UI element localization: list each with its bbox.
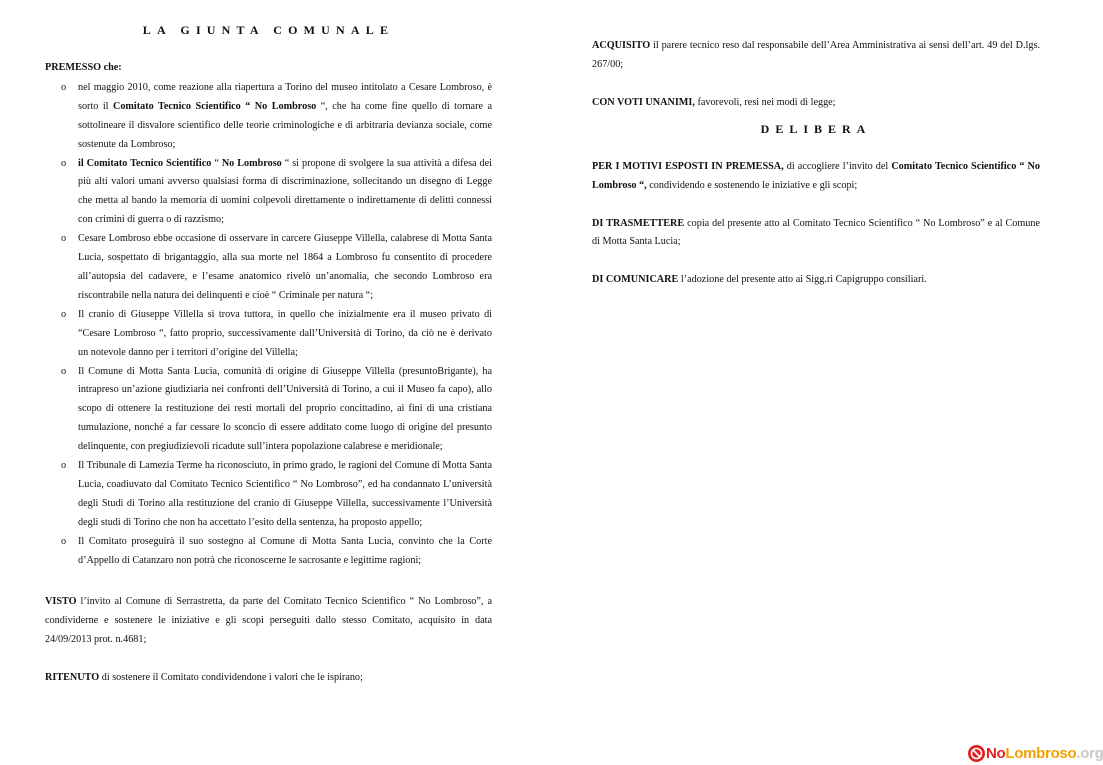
- comunicare-text: l’adozione del presente atto ai Sigg.ri Capigruppo consiliari.: [678, 274, 927, 286]
- list-bullet: o: [61, 233, 67, 245]
- premesso-item-text: nel maggio 2010, come reazione alla riapertura a Torino del museo intitolato a Cesare Lombroso, è sorto il: [78, 81, 492, 112]
- list-bullet: o: [61, 81, 67, 93]
- premesso-item-text: Comitato Tecnico Scientifico “ No Lombroso: [112, 100, 321, 112]
- premesso-list: [45, 79, 492, 571]
- per-text-2: condividendo e sostenendo le iniziative e gli scopi;: [646, 179, 858, 191]
- voti-paragraph: [592, 94, 1040, 113]
- logo-org-text: .org: [1076, 744, 1103, 762]
- premesso-item: [45, 155, 492, 231]
- premesso-item-text: Il Comune di Motta Santa Lucia, comunità di origine di Giuseppe Villella (presuntoBrigante), ha intrapreso un’azione giudiziaria nei confronti dell’Università di Torino, a cui il Museo fa capo), allo scopo di ottenere la restituzione dei resti mortali del proprio concittadino, ai fini di una cristiana tumulazione, nonché a far cessare lo sconcio di essere additato come luogo di origine del presunto delinquente, con pregiudizievoli ricadute sull’intera popolazione calabrese e meridionale;: [78, 365, 492, 453]
- per-paragraph: [592, 158, 1040, 196]
- list-bullet: o: [61, 308, 67, 320]
- voti-label: CON VOTI UNANIMI,: [592, 96, 695, 108]
- comunicare-label: DI COMUNICARE: [592, 274, 679, 286]
- acquisito-paragraph: [592, 37, 1040, 75]
- ritenuto-label: RITENUTO: [45, 672, 100, 684]
- premesso-heading: PREMESSO che:: [45, 62, 122, 73]
- document-title: LA GIUNTA COMUNALE: [142, 23, 395, 37]
- comunicare-paragraph: [592, 271, 1040, 290]
- acquisito-label: ACQUISITO: [592, 40, 651, 51]
- acquisito-text: il parere tecnico reso dal responsabile dell’Area Amministrativa ai sensi dell’art. 49 del D.lgs. 267/00;: [592, 40, 1040, 70]
- premesso-item: [45, 306, 492, 363]
- voti-text: favorevoli, resi nei modi di legge;: [694, 96, 836, 108]
- list-bullet: o: [61, 535, 67, 547]
- premesso-item: [45, 79, 492, 155]
- premesso-item-text: No Lombroso: [221, 157, 285, 169]
- premesso-item: [45, 230, 492, 306]
- visto-label: VISTO: [45, 596, 77, 608]
- list-bullet: o: [61, 460, 67, 472]
- list-bullet: o: [61, 365, 67, 377]
- premesso-item-text: “, che ha come fine quello di tornare a sottolineare il disvalore scientifico delle teorie criminologiche e di arbitraria devianza sociale, come sostenute da Lombroso;: [78, 100, 492, 150]
- visto-paragraph: [45, 593, 492, 650]
- per-label: PER I MOTIVI ESPOSTI IN PREMESSA,: [592, 160, 784, 172]
- logo-lombroso-text: Lombroso: [1005, 744, 1077, 762]
- premesso-item-text: Il Comitato proseguirà il suo sostegno al Comune di Motta Santa Lucia, convinto che la Corte d’Appello di Catanzaro non potrà che riconoscerne le sacrosante e legittime ragioni;: [78, 535, 492, 566]
- logo-no-text: No: [986, 744, 1006, 762]
- nolombroso-logo: [968, 743, 1103, 763]
- per-bold-2: Comitato Tecnico Scientifico “ No Lombroso “,: [592, 160, 1040, 191]
- ritenuto-text: di sostenere il Comitato condividendone i valori che le ispirano;: [99, 672, 363, 684]
- trasmettere-paragraph: [592, 215, 1040, 253]
- trasmettere-label: DI TRASMETTERE: [592, 217, 685, 229]
- per-text-1: di accogliere l’invito del: [783, 160, 892, 172]
- premesso-item-text: Cesare Lombroso ebbe occasione di osservare in carcere Giuseppe Villella, calabrese di Motta Santa Lucia, sospettato di brigantaggio, alla sua morte nel 1864 a Lombroso fu consentito di procedere all’autopsia del cadavere, e l’esame anatomico rivelò un’anomalia, che secondo Lombroso era riscontrabile nella natura dei delinquenti e cioè “ Criminale per natura “;: [78, 233, 492, 301]
- left-column: [45, 0, 492, 688]
- premesso-item-text: “ si propone di svolgere la sua attività a difesa dei più alti valori umani avverso qualsiasi forma di discriminazione, sollecitando un disegno di Legge che metta al bando la memoria di uomini colpevoli direttamente o indirettamente di delitti connessi con crimini di guerra o di razzismo;: [78, 157, 492, 226]
- premesso-item: [45, 363, 492, 458]
- premesso-item: [45, 457, 492, 533]
- premesso-item-text: “: [214, 157, 222, 169]
- visto-text: l’invito al Comune di Serrastretta, da parte del Comitato Tecnico Scientifico “ No Lombroso”, a condividerne e sostenere le iniziative e gli scopi perseguiti dallo stesso Comitato, acquisito in data 24/09/2013 prot. n.4681;: [45, 596, 492, 646]
- premesso-item-text: Il Tribunale di Lamezia Terme ha riconosciuto, in primo grado, le ragioni del Comune di Motta Santa Lucia, coadiuvato dal Comitato Tecnico Scientifico “ No Lombroso”, ed ha condannato L’università degli Studi di Torino alla restituzione del cranio di Giuseppe Villella, successivamente l’Università degli studi di Torino che non ha accettato l’esito della sentenza, ha proposto appello;: [78, 460, 492, 528]
- premesso-item-text: il Comitato Tecnico Scientifico: [78, 157, 215, 169]
- list-bullet: o: [61, 157, 67, 169]
- trasmettere-text: copia del presente atto al Comitato Tecnico Scientifico “ No Lombroso” e al Comune di Motta Santa Lucia;: [592, 217, 1041, 248]
- premesso-item-text: Il cranio di Giuseppe Villella si trova tuttora, in quello che inizialmente era il museo privato di “Cesare Lombroso “, fatto proprio, successivamente dall’Università di Torino, da ciò ne è derivato un notevole danno per i territori d’origine del Villella;: [78, 308, 492, 358]
- premesso-item: [45, 533, 492, 571]
- right-column: [592, 0, 1040, 290]
- delibera-heading: DELIBERA: [760, 121, 872, 136]
- ritenuto-paragraph: [45, 669, 492, 688]
- no-sign-icon: [968, 745, 985, 762]
